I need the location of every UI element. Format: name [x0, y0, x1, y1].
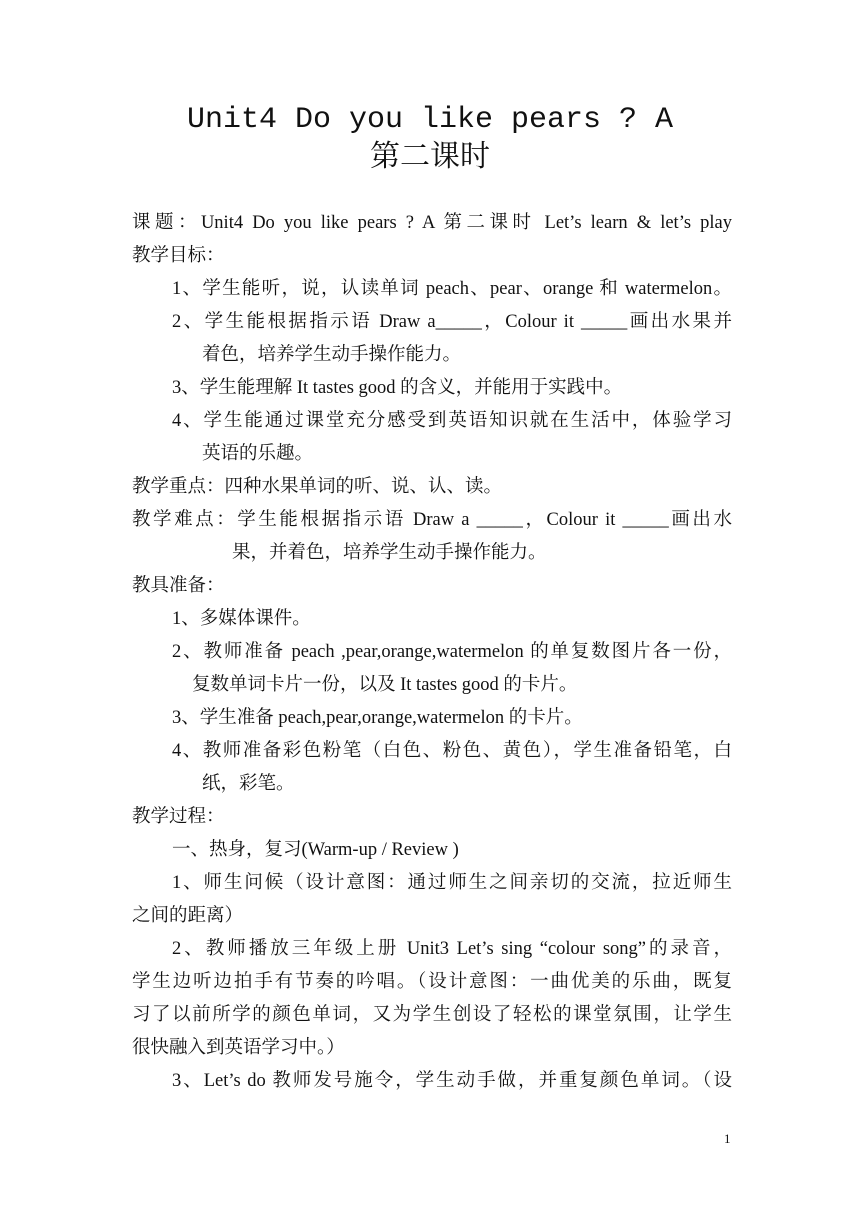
objective-item-2: 2、学生能根据指示语 Draw a_____，Colour it _____画出水果并: [172, 312, 732, 332]
title-english: Unit4 Do you like pears ? A: [186, 103, 674, 137]
material-item-2-continued: 复数单词卡片一份，以及 It tastes good 的卡片。: [192, 675, 578, 695]
objective-item-1: 1、学生能听，说，认读单词 peach、pear、orange 和 watermelon。: [172, 279, 732, 299]
objective-item-4-continued: 英语的乐趣。: [202, 444, 314, 464]
difficult-points-continued: 果，并着色，培养学生动手操作能力。: [232, 543, 547, 563]
process-paragraph-2-line-3: 习了以前所学的颜色单词，又为学生创设了轻松的课堂氛围，让学生: [132, 1005, 732, 1025]
section-heading-objectives: 教学目标：: [132, 246, 225, 266]
difficult-points-line: 教学难点：学生能根据指示语 Draw a _____，Colour it _____画出水: [132, 510, 732, 530]
material-item-1: 1、多媒体课件。: [172, 609, 311, 629]
material-item-3: 3、学生准备 peach,pear,orange,watermelon 的卡片。: [172, 708, 583, 728]
page-number: 1: [724, 1131, 731, 1146]
process-paragraph-2: 2、教师播放三年级上册 Unit3 Let’s sing “colour song”的录音，: [172, 939, 732, 959]
key-points-line: 教学重点：四种水果单词的听、说、认、读。: [132, 477, 503, 497]
document-body: [132, 207, 732, 1098]
title-chinese: 第二课时: [370, 139, 490, 174]
material-item-2: 2、教师准备 peach ,pear,orange,watermelon 的单复数图片各一份，: [172, 642, 732, 662]
process-paragraph-2-line-2: 学生边听边拍手有节奏的吟唱。（设计意图：一曲优美的乐曲，既复: [132, 972, 732, 992]
process-paragraph-1: 1、师生问候（设计意图：通过师生之间亲切的交流，拉近师生: [172, 873, 732, 893]
process-step-warmup: 一、热身，复习(Warm-up / Review ): [172, 840, 459, 860]
objective-item-2-continued: 着色，培养学生动手操作能力。: [202, 345, 462, 365]
section-heading-materials: 教具准备：: [132, 576, 225, 596]
process-paragraph-1-continued: 之间的距离）: [132, 906, 244, 926]
objective-item-4: 4、学生能通过课堂充分感受到英语知识就在生活中，体验学习: [172, 411, 732, 431]
objective-item-3: 3、学生能理解 It tastes good 的含义，并能用于实践中。: [172, 378, 623, 398]
process-paragraph-3: 3、Let’s do 教师发号施令，学生动手做，并重复颜色单词。（设: [172, 1071, 732, 1091]
material-item-4-continued: 纸，彩笔。: [202, 774, 295, 794]
material-item-4: 4、教师准备彩色粉笔（白色、粉色、黄色），学生准备铅笔，白: [172, 741, 732, 761]
lesson-topic-line: 课题：Unit4 Do you like pears ? A 第二课时 Let’s learn & let’s play: [132, 213, 732, 233]
section-heading-process: 教学过程：: [132, 807, 225, 827]
process-paragraph-2-line-4: 很快融入到英语学习中。）: [132, 1038, 345, 1058]
